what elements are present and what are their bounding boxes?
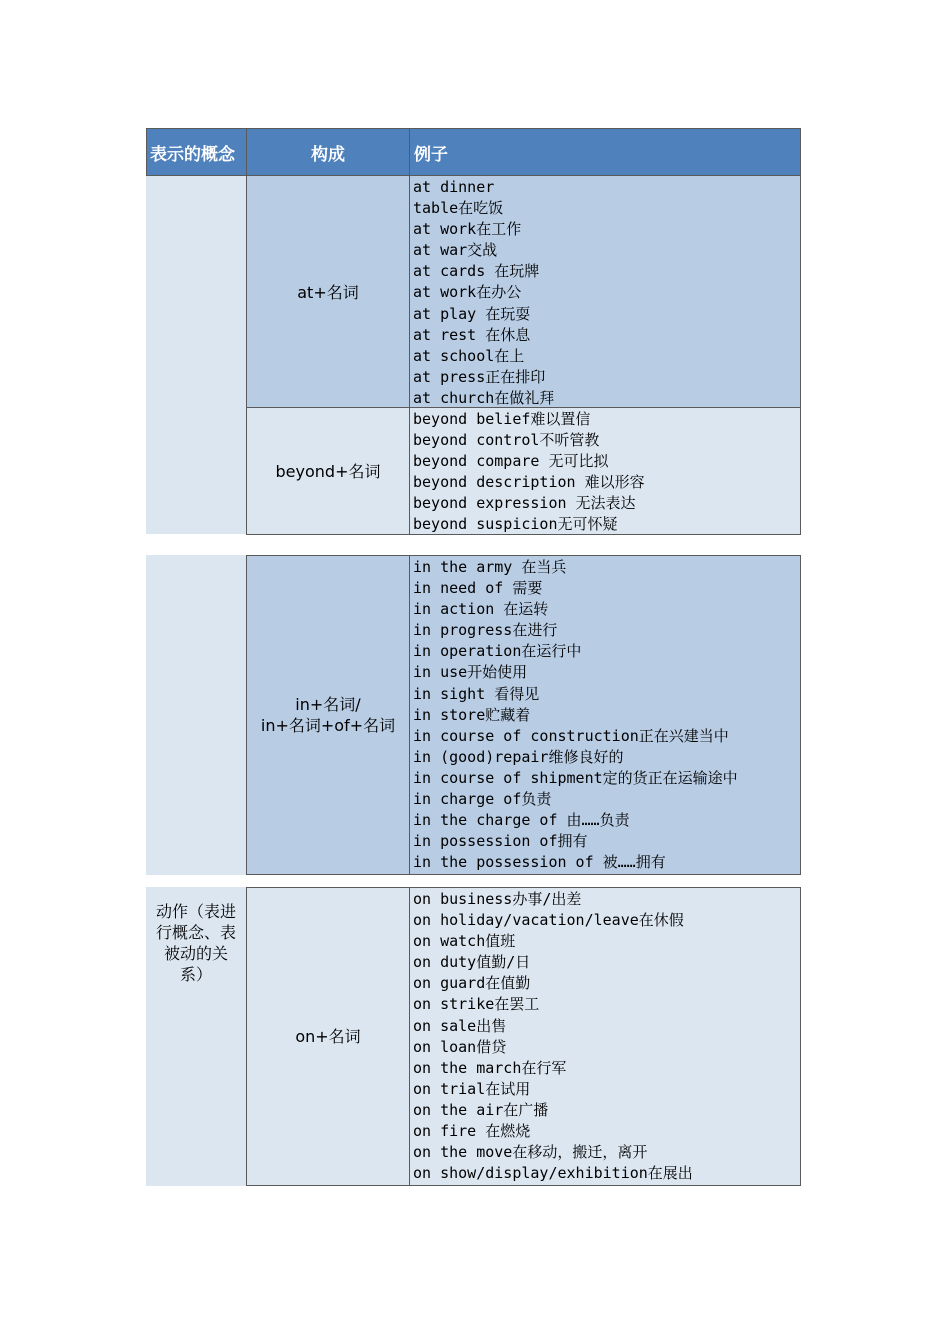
example-item: beyond control不听管教 [413,431,600,450]
example-item: at church在做礼拜 [413,388,555,407]
example-item: beyond compare 无可比拟 [413,452,609,471]
example-item: at rest 在休息 [413,325,531,344]
example-item: on business办事/出差 [413,890,582,908]
example-item: in course of construction正在兴建当中 [413,726,729,745]
example-item: on trial在试用 [413,1079,531,1098]
header-concept: 表示的概念 [146,128,246,176]
concept-cell-3: 动作（表进 行概念、表 被动的关 系） [146,887,246,1186]
example-item: on the air在广播 [413,1100,549,1119]
example-item: in action 在运转 [413,600,549,619]
example-item: at school在上 [413,346,525,365]
example-item: on the move在移动，搬迁，离开 [413,1143,648,1162]
example-item: beyond description 难以形容 [413,473,645,492]
example-item: in the army 在当兵 [413,558,567,576]
example-item: on watch值班 [413,932,516,951]
construction-at: at+名词 [246,176,409,408]
example-item: in use开始使用 [413,663,528,682]
concept-cell-2 [146,555,246,875]
example-item: at cards 在玩牌 [413,262,540,281]
example-item: in the possession of 被……拥有 [413,853,666,872]
construction-beyond: beyond+名词 [246,407,409,535]
examples-in [409,555,801,875]
example-item: on loan借贷 [413,1037,507,1056]
example-item: on guard在值勤 [413,974,531,993]
examples-on [409,887,801,1186]
example-item: table在吃饭 [413,199,504,218]
example-item: in charge of负责 [413,790,552,809]
example-item: on fire 在燃烧 [413,1122,531,1141]
example-item: beyond expression 无法表达 [413,494,636,513]
example-item: in store贮藏着 [413,705,531,724]
example-item: at war交战 [413,241,498,260]
example-item: at press正在排印 [413,367,546,386]
example-item: on the march在行军 [413,1058,567,1077]
example-item: on strike在罢工 [413,995,540,1014]
concept-cell-1 [146,176,246,534]
example-item: in possession of拥有 [413,832,588,851]
header-construction: 构成 [246,128,409,176]
example-item: on duty值勤/日 [413,953,531,972]
example-item: in need of 需要 [413,579,543,598]
header-examples: 例子 [409,128,801,176]
example-item: in sight 看得见 [413,684,540,703]
examples-beyond [409,407,801,535]
example-item: at play 在玩耍 [413,304,531,323]
example-item: in (good)repair维修良好的 [413,747,624,766]
example-item: at work在办公 [413,283,522,302]
example-item: in operation在运行中 [413,642,582,661]
example-item: at work在工作 [413,220,522,239]
example-item: in the charge of 由……负责 [413,811,630,830]
example-item: at dinner [413,178,495,196]
examples-at [409,176,801,408]
example-item: in course of shipment定的货正在运输途中 [413,768,738,787]
construction-on: on+名词 [246,887,409,1186]
example-item: in progress在进行 [413,621,558,640]
example-item: on holiday/vacation/leave在休假 [413,911,684,930]
example-item: beyond belief难以置信 [413,410,591,428]
construction-in: in+名词/ in+名词+of+名词 [246,555,409,875]
example-item: on sale出售 [413,1016,507,1035]
example-item: on show/display/exhibition在展出 [413,1164,693,1183]
example-item: beyond suspicion无可怀疑 [413,515,618,534]
